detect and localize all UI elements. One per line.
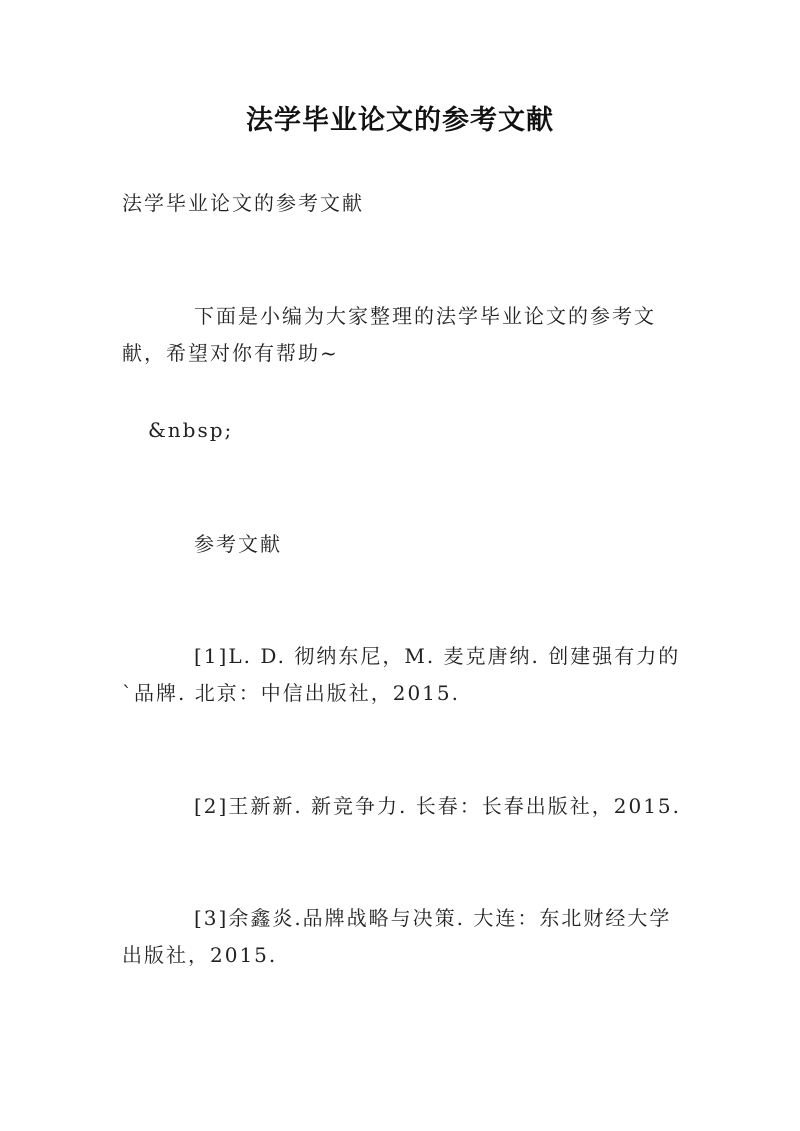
section-heading: 参考文献 xyxy=(194,532,282,556)
intro-paragraph: 下面是小编为大家整理的法学毕业论文的参考文献，希望对你有帮助~ xyxy=(122,304,656,365)
document-title: 法学毕业论文的参考文献 xyxy=(246,105,554,136)
reference-item-1: [1]L. D. 彻纳东尼，M. 麦克唐纳. 创建强有力的`品牌. 北京：中信出版社，2015. xyxy=(122,644,681,705)
reference-item-2: [2]王新新. 新竞争力. 长春：长春出版社，2015. xyxy=(194,794,682,818)
nbsp-text: &nbsp; xyxy=(148,418,234,442)
document-subtitle: 法学毕业论文的参考文献 xyxy=(122,191,364,215)
reference-item-3: [3]余鑫炎.品牌战略与决策. 大连：东北财经大学出版社，2015. xyxy=(122,906,672,967)
